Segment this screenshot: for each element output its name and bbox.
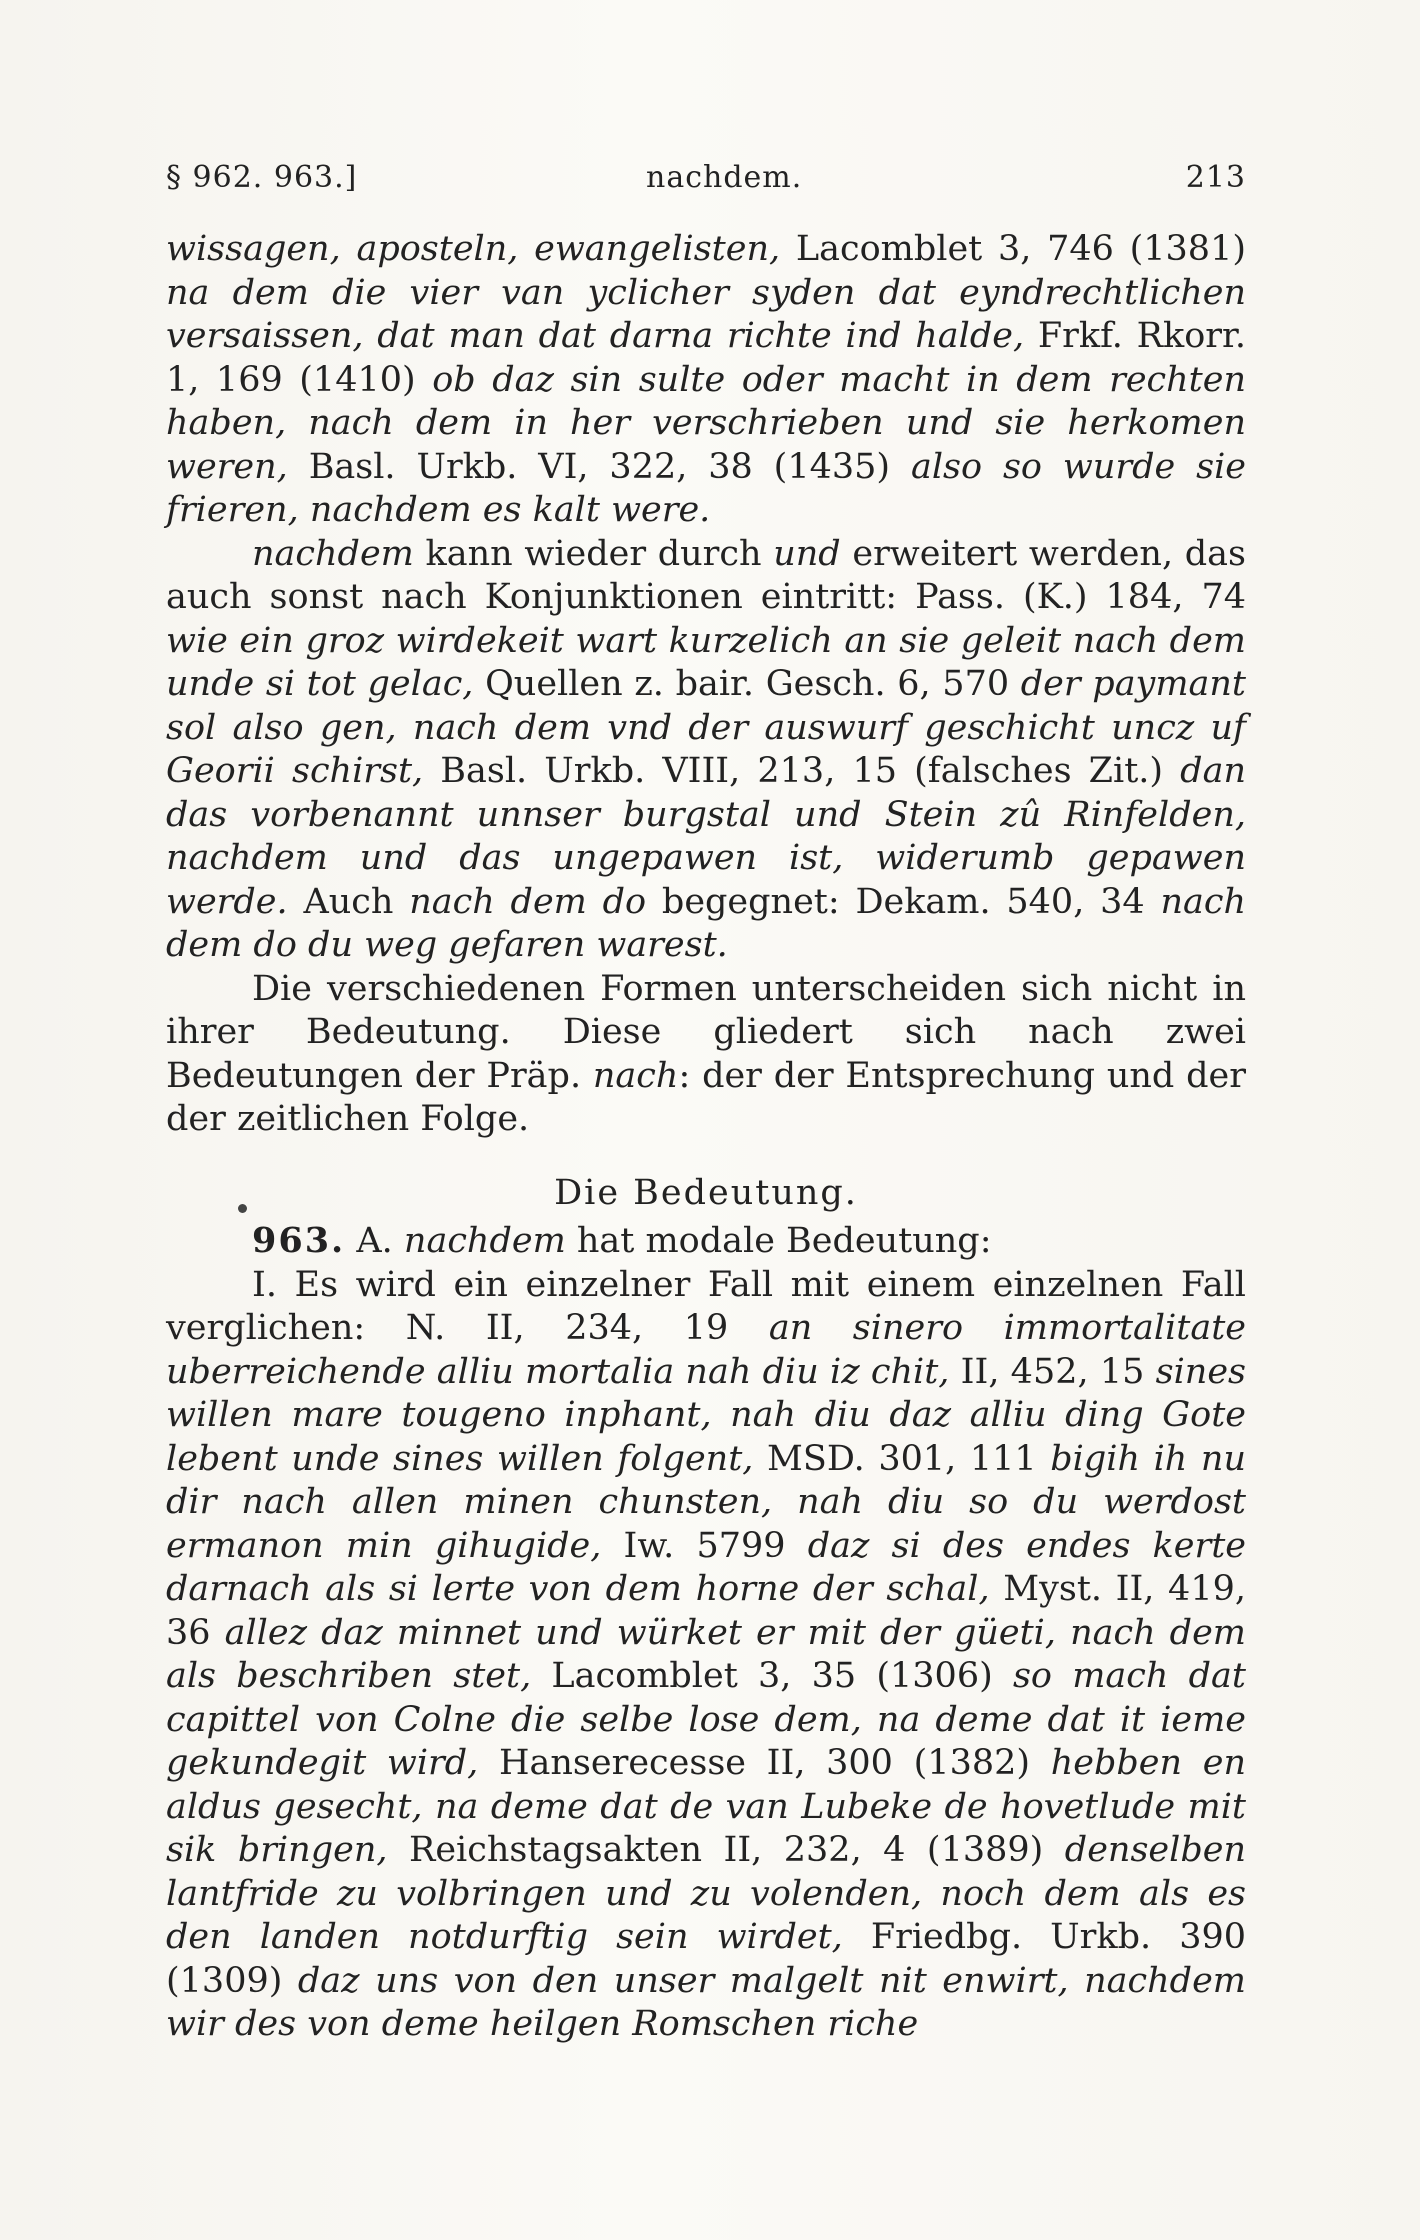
quote: an sinero immortalitate uberreichende alliu mortalia nah diu iz chit, xyxy=(166,1308,1246,1392)
citation: begegnet: Dekam. 540, 34 xyxy=(646,881,1161,922)
prose: : der der Entsprechung und der der zeitlichen Folge. xyxy=(166,1055,1246,1139)
quote: sines willen mare tougeno inphant, nah diu daz alliu ding Gote lebent unde sines willen folgent, xyxy=(166,1351,1247,1479)
prose: hat modale Bedeutung: xyxy=(565,1221,992,1261)
quote: dan das vorbenannt unnser burgstal und Stein zû Rinfelden, nachdem und das ungepawen ist, widerumb gepawen werde. xyxy=(166,751,1246,922)
prose: kann wieder durch xyxy=(413,533,774,574)
quote: denselben lantfride zu volbringen und zu volenden, noch dem als es den landen notdurftig sein wirdet, xyxy=(166,1830,1246,1957)
quote: wie ein groz wirdekeit wart kurzelich an sie geleit nach dem unde si tot gelac, xyxy=(166,620,1246,704)
quote: ob daz sin sulte oder macht in dem rechten haben, nach dem in her verschrieben und sie herkomen weren, xyxy=(166,359,1246,487)
quote: also so wurde sie frieren, nachdem es kalt were. xyxy=(166,446,1246,530)
keyword: nachdem xyxy=(252,533,414,574)
citation: Reichstagsakten II, 232, 4 (1389) xyxy=(387,1830,1065,1870)
citation: Friedbg. Urkb. 390 (1309) xyxy=(166,1917,1246,2001)
citation: Quellen z. bair. Gesch. 6, 570 xyxy=(473,664,1021,704)
quote: hebben en aldus gesecht, na deme dat de van Lubeke de hovetlude mit sik bringen, xyxy=(166,1743,1246,1870)
quote: bigih ih nu dir nach allen minen chunsten, nah diu so du werdost ermanon min gihugide, xyxy=(166,1438,1246,1566)
quote: allez daz minnet und würket er mit der güeti, nach dem als beschriben stet, xyxy=(166,1612,1246,1696)
prose: Auch xyxy=(287,881,410,922)
section-heading: Die Bedeutung. xyxy=(554,1172,858,1213)
citation: Frkf. Rkorr. 1, 169 (1410) xyxy=(166,316,1247,400)
quote: daz si des endes kerte darnach als si lerte von dem horne der schal, xyxy=(166,1525,1246,1609)
quote: daz uns von den unser malgelt nit enwirt, nachdem wir des von deme heilgen Romschen riche xyxy=(166,1960,1246,2044)
citation: Iw. 5799 xyxy=(601,1525,808,1566)
margin-dot xyxy=(238,1204,247,1213)
quote: na dem die vier van yclicher syden dat eyndrechtlichen versaissen, dat man dat darna richte ind halde, xyxy=(166,272,1246,356)
citation: MSD. 301, 111 xyxy=(753,1438,1051,1479)
paragraph-963 xyxy=(166,1219,1246,1264)
keyword: nachdem xyxy=(403,1221,566,1261)
paragraph-number: 963. xyxy=(252,1220,346,1261)
citation: Lacomblet 3, 35 (1306) xyxy=(531,1656,1013,1696)
citation: II, 452, 15 xyxy=(949,1351,1156,1392)
paragraph-continuation xyxy=(166,228,1246,533)
citation: erweitert werden, das auch sonst nach Konjunktionen eintritt: Pass. (K.) 184, 74 xyxy=(166,533,1246,617)
prose: A. xyxy=(345,1221,404,1261)
citation: Basl. Urkb. VI, 322, 38 (1435) xyxy=(287,446,911,487)
keyword: und xyxy=(773,533,841,574)
quote: der paymant sol also gen, nach dem vnd der auswurf geschicht uncz uf Georii schirst, xyxy=(166,664,1246,791)
running-title: nachdem. xyxy=(646,160,803,195)
citation: Basl. Urkb. VIII, 213, 15 (falsches Zit.) xyxy=(423,751,1181,791)
quote: nach dem do du weg gefaren warest. xyxy=(166,881,1247,965)
quote: so mach dat capittel von Colne die selbe lose dem, na deme dat it ieme gekundegit wird, xyxy=(166,1656,1246,1783)
paragraph-case-one xyxy=(166,1264,1246,2047)
running-head xyxy=(166,160,1246,210)
prose: I. Es wird ein einzelner Fall mit einem einzelnen Fall verglichen: N. II, 234, 19 xyxy=(166,1264,1246,1348)
prose: Die verschiedenen Formen unterscheiden sich nicht in ihrer Bedeutung. Diese gliedert sich nach zwei Bedeutungen der Präp. xyxy=(166,968,1246,1096)
paragraph-forms xyxy=(166,968,1246,1142)
section-reference: § 962. 963.] xyxy=(166,160,358,195)
citation: Hanserecesse II, 300 (1382) xyxy=(478,1743,1051,1783)
citation: Lacomblet 3, 746 (1381) xyxy=(780,229,1246,269)
paragraph-extension xyxy=(166,533,1246,968)
citation: Myst. II, 419, 36 xyxy=(166,1569,1246,1653)
body-text xyxy=(166,228,1246,2047)
page-number: 213 xyxy=(1185,160,1246,195)
keyword: nach xyxy=(592,1055,679,1096)
keyword: nach dem do xyxy=(409,881,647,922)
quote: wissagen, aposteln, ewangelisten, xyxy=(166,229,781,269)
